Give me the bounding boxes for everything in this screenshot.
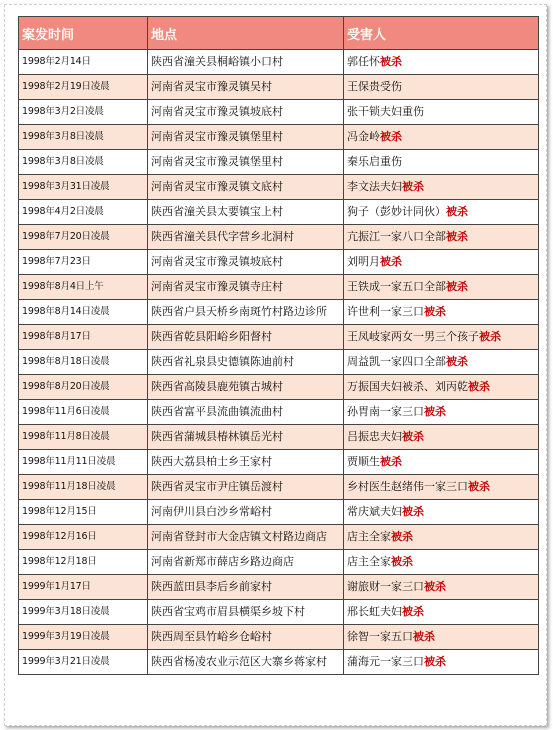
cell-place: 河南省灵宝市豫灵镇堡里村 [148, 150, 344, 175]
table-row [19, 450, 539, 475]
killed-label: 被杀 [424, 655, 446, 668]
cell-victim [344, 275, 539, 300]
table-row [19, 575, 539, 600]
cell-victim [344, 50, 539, 75]
killed-label: 被杀 [380, 255, 402, 268]
victim-name: 狗子（彭妙计同伙） [347, 205, 446, 218]
cell-place: 河南省登封市大金店镇文村路边商店 [148, 525, 344, 550]
table-row [19, 200, 539, 225]
cell-victim [344, 425, 539, 450]
cell-place: 河南省灵宝市豫灵镇坡底村 [148, 100, 344, 125]
cell-victim [344, 300, 539, 325]
cell-date: 1998年3月8日凌晨 [19, 125, 148, 150]
table-header-row [19, 17, 539, 50]
cell-date: 1998年12月18日 [19, 550, 148, 575]
crime-table [18, 16, 539, 675]
cell-place: 河南伊川县白沙乡常峪村 [148, 500, 344, 525]
cell-date: 1998年8月20日凌晨 [19, 375, 148, 400]
cell-victim [344, 250, 539, 275]
cell-date: 1998年8月18日凌晨 [19, 350, 148, 375]
killed-label: 被杀 [380, 455, 402, 468]
header-date: 案发时间 [19, 17, 148, 50]
cell-victim [344, 550, 539, 575]
cell-date: 1998年8月4日上午 [19, 275, 148, 300]
killed-label: 被杀 [402, 180, 424, 193]
cell-victim [344, 175, 539, 200]
table-row [19, 100, 539, 125]
table-row [19, 275, 539, 300]
killed-label: 被杀 [402, 430, 424, 443]
victim-name: 店主全家 [347, 555, 391, 568]
cell-date: 1998年8月17日 [19, 325, 148, 350]
cell-date: 1998年7月20日凌晨 [19, 225, 148, 250]
cell-place: 陕西省乾县阳峪乡阳督村 [148, 325, 344, 350]
killed-label: 被杀 [424, 305, 446, 318]
killed-label: 被杀 [413, 630, 435, 643]
table-row [19, 375, 539, 400]
cell-place: 陕西省宝鸡市眉县横渠乡坡下村 [148, 600, 344, 625]
cell-victim [344, 100, 539, 125]
victim-name: 郭任怀 [347, 55, 380, 68]
victim-name: 万振国夫妇被杀、刘丙乾 [347, 380, 468, 393]
table-row [19, 425, 539, 450]
cell-date: 1999年1月17日 [19, 575, 148, 600]
cell-place: 河南省灵宝市豫灵镇文底村 [148, 175, 344, 200]
victim-name: 刘明月 [347, 255, 380, 268]
cell-place: 河南省灵宝市豫灵镇坡底村 [148, 250, 344, 275]
table-row [19, 50, 539, 75]
table-row [19, 125, 539, 150]
cell-victim [344, 150, 539, 175]
killed-label: 被杀 [391, 555, 413, 568]
victim-name: 王凤岐家两女一男三个孩子 [347, 330, 479, 343]
table-row [19, 650, 539, 675]
cell-date: 1998年2月19日凌晨 [19, 75, 148, 100]
victim-name: 孙胃南一家三口 [347, 405, 424, 418]
victim-name: 冯金岭 [347, 130, 380, 143]
cell-victim [344, 525, 539, 550]
cell-place: 陕西省高陵县鹿苑镇古城村 [148, 375, 344, 400]
table-row [19, 475, 539, 500]
cell-place: 河南省新郑市薛店乡路边商店 [148, 550, 344, 575]
table-row [19, 225, 539, 250]
killed-label: 被杀 [468, 380, 490, 393]
cell-date: 1998年8月14日凌晨 [19, 300, 148, 325]
cell-place: 陕西省户县天桥乡南斑竹村路边诊所 [148, 300, 344, 325]
cell-victim [344, 75, 539, 100]
table-row [19, 350, 539, 375]
table-row [19, 300, 539, 325]
killed-label: 被杀 [479, 330, 501, 343]
cell-date: 1998年3月2日凌晨 [19, 100, 148, 125]
killed-label: 被杀 [380, 55, 402, 68]
table-row [19, 625, 539, 650]
victim-name: 王铁成一家五口全部 [347, 280, 446, 293]
cell-date: 1998年11月8日凌晨 [19, 425, 148, 450]
victim-name: 邢长虹夫妇 [347, 605, 402, 618]
cell-place: 陕西周至县竹峪乡仓峪村 [148, 625, 344, 650]
cell-place: 陕西省灵宝市尹庄镇岳渡村 [148, 475, 344, 500]
table-row [19, 175, 539, 200]
victim-name: 常庆斌夫妇 [347, 505, 402, 518]
cell-place: 陕西省潼关县太要镇宝上村 [148, 200, 344, 225]
cell-date: 1998年3月8日凌晨 [19, 150, 148, 175]
cell-place: 陕西省蒲城县椿林镇岳光村 [148, 425, 344, 450]
table-body [19, 50, 539, 675]
document-frame [4, 4, 547, 726]
cell-date: 1999年3月19日凌晨 [19, 625, 148, 650]
victim-name: 亢振江一家八口全部 [347, 230, 446, 243]
cell-date: 1998年11月6日凌晨 [19, 400, 148, 425]
cell-date: 1999年3月21日凌晨 [19, 650, 148, 675]
table-row [19, 600, 539, 625]
cell-victim [344, 125, 539, 150]
cell-date: 1998年3月31日凌晨 [19, 175, 148, 200]
killed-label: 被杀 [446, 355, 468, 368]
cell-date: 1998年11月18日凌晨 [19, 475, 148, 500]
victim-name: 周益凯一家四口全部 [347, 355, 446, 368]
cell-place: 陕西省礼泉县史德镇陈迪前村 [148, 350, 344, 375]
victim-name: 许世利一家三口 [347, 305, 424, 318]
cell-place: 陕西省潼关县代字营乡北洞村 [148, 225, 344, 250]
killed-label: 被杀 [424, 405, 446, 418]
cell-victim [344, 475, 539, 500]
cell-place: 陕西大荔县柏士乡王家村 [148, 450, 344, 475]
victim-name: 秦乐启重伤 [347, 155, 402, 168]
killed-label: 被杀 [402, 605, 424, 618]
table-row [19, 400, 539, 425]
cell-date: 1998年4月2日凌晨 [19, 200, 148, 225]
table-row [19, 550, 539, 575]
cell-victim [344, 225, 539, 250]
cell-victim [344, 600, 539, 625]
cell-date: 1999年3月18日凌晨 [19, 600, 148, 625]
cell-victim [344, 400, 539, 425]
victim-name: 李文法夫妇 [347, 180, 402, 193]
victim-name: 王保贵受伤 [347, 80, 402, 93]
cell-date: 1998年7月23日 [19, 250, 148, 275]
victim-name: 谢旅财一家三口 [347, 580, 424, 593]
table-row [19, 75, 539, 100]
header-victim: 受害人 [344, 17, 539, 50]
cell-victim [344, 650, 539, 675]
cell-place: 陕西蓝田县李后乡前家村 [148, 575, 344, 600]
killed-label: 被杀 [446, 230, 468, 243]
killed-label: 被杀 [424, 580, 446, 593]
cell-victim [344, 200, 539, 225]
cell-date: 1998年12月16日 [19, 525, 148, 550]
cell-victim [344, 325, 539, 350]
victim-name: 乡村医生赵绪伟一家三口 [347, 480, 468, 493]
cell-place: 陕西省富平县流曲镇流曲村 [148, 400, 344, 425]
header-place: 地点 [148, 17, 344, 50]
cell-date: 1998年11月11日凌晨 [19, 450, 148, 475]
cell-date: 1998年2月14日 [19, 50, 148, 75]
cell-date: 1998年12月15日 [19, 500, 148, 525]
table-row [19, 525, 539, 550]
cell-victim [344, 350, 539, 375]
victim-name: 徐智一家五口 [347, 630, 413, 643]
table-row [19, 500, 539, 525]
table-row [19, 150, 539, 175]
cell-victim [344, 625, 539, 650]
killed-label: 被杀 [446, 205, 468, 218]
victim-name: 张干锁夫妇重伤 [347, 105, 424, 118]
cell-place: 河南省灵宝市豫灵镇堡里村 [148, 125, 344, 150]
killed-label: 被杀 [380, 130, 402, 143]
victim-name: 蒲海元一家三口 [347, 655, 424, 668]
cell-victim [344, 450, 539, 475]
cell-place: 河南省灵宝市豫灵镇寺庄村 [148, 275, 344, 300]
victim-name: 贾顺生 [347, 455, 380, 468]
victim-name: 吕振忠夫妇 [347, 430, 402, 443]
cell-victim [344, 500, 539, 525]
killed-label: 被杀 [468, 480, 490, 493]
killed-label: 被杀 [391, 530, 413, 543]
killed-label: 被杀 [402, 505, 424, 518]
cell-place: 陕西省潼关县桐峪镇小口村 [148, 50, 344, 75]
victim-name: 店主全家 [347, 530, 391, 543]
cell-victim [344, 575, 539, 600]
killed-label: 被杀 [446, 280, 468, 293]
cell-place: 河南省灵宝市豫灵镇吴村 [148, 75, 344, 100]
table-row [19, 250, 539, 275]
table-row [19, 325, 539, 350]
cell-victim [344, 375, 539, 400]
cell-place: 陕西省杨凌农业示范区大寨乡蒋家村 [148, 650, 344, 675]
